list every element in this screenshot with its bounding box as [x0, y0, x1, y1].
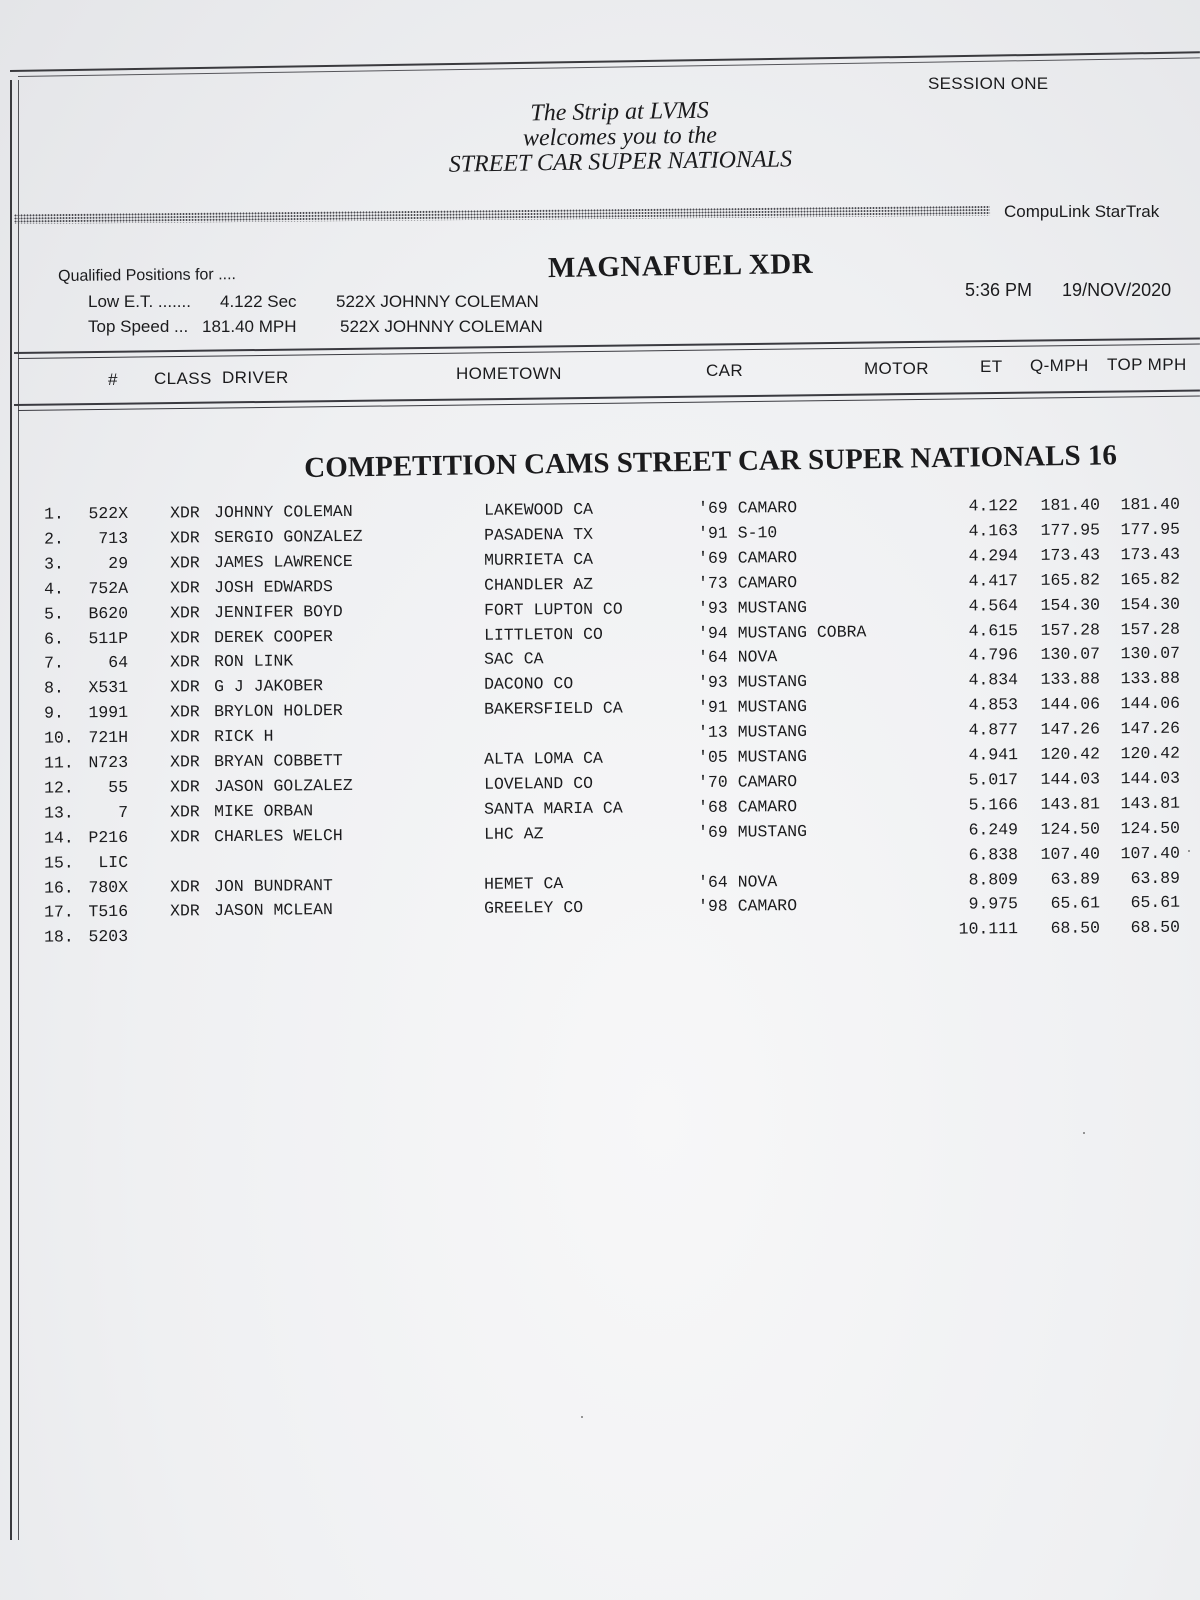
row-driver: JAMES LAWRENCE — [213, 551, 353, 572]
row-car: '64 NOVA — [697, 647, 778, 668]
low-et-label: Low E.T. ....... — [88, 292, 191, 311]
row-driver: JASON GOLZALEZ — [213, 775, 353, 797]
row-et: 8.809 — [968, 869, 1019, 890]
row-car-number: 511P — [88, 628, 129, 648]
row-driver: SERGIO GONZALEZ — [213, 526, 363, 548]
row-position: 12. — [43, 778, 74, 798]
row-class: XDR — [169, 528, 200, 548]
row-car: '93 MUSTANG — [697, 672, 808, 693]
row-et: 4.853 — [968, 695, 1019, 715]
row-top-mph: 133.88 — [1120, 668, 1181, 689]
event-class-title: MAGNAFUEL XDR — [547, 247, 814, 285]
row-et: 4.941 — [968, 745, 1019, 765]
welcome-line-2: welcomes you to the — [522, 122, 718, 152]
row-top-mph: 65.61 — [1130, 893, 1181, 913]
row-driver: RON LINK — [213, 651, 294, 672]
row-class: XDR — [169, 602, 200, 623]
row-position: 2. — [43, 529, 64, 549]
row-hometown: HEMET CA — [483, 873, 564, 894]
row-car-number: 29 — [108, 553, 129, 573]
col-num: # — [108, 370, 118, 389]
qualified-positions-label: Qualified Positions for .... — [58, 266, 237, 285]
row-hometown: FORT LUPTON CO — [483, 599, 623, 620]
row-et: 4.564 — [968, 595, 1019, 616]
timing-system-label: CompuLink StarTrak — [1004, 202, 1160, 221]
row-driver: JENNIFER BOYD — [213, 601, 343, 622]
row-qualifying-mph: 177.95 — [1040, 520, 1101, 540]
row-hometown: SANTA MARIA CA — [483, 798, 623, 819]
col-car: CAR — [706, 361, 744, 380]
paper-speck — [1083, 1132, 1085, 1134]
row-car-number: 522X — [88, 503, 129, 524]
row-qualifying-mph: 144.06 — [1040, 694, 1101, 715]
time: 5:36 PM — [965, 280, 1033, 300]
row-qualifying-mph: 181.40 — [1040, 495, 1101, 515]
row-position: 15. — [43, 852, 74, 873]
row-car: '73 CAMARO — [697, 572, 798, 593]
row-top-mph: 157.28 — [1120, 619, 1181, 639]
row-car: '93 MUSTANG — [697, 597, 808, 618]
row-class: XDR — [169, 652, 200, 672]
row-car-number: 780X — [88, 877, 129, 897]
row-top-mph: 165.82 — [1120, 569, 1181, 589]
col-topmph: TOP MPH — [1107, 355, 1187, 374]
row-et: 5.017 — [968, 770, 1019, 790]
row-et: 4.417 — [968, 570, 1019, 591]
row-qualifying-mph: 144.03 — [1040, 769, 1101, 789]
row-class: XDR — [169, 702, 200, 722]
row-car: '13 MUSTANG — [697, 722, 808, 743]
row-car: '64 NOVA — [697, 871, 778, 892]
row-hometown: DACONO CO — [483, 674, 574, 695]
row-car: '91 MUSTANG — [697, 697, 808, 718]
row-class: XDR — [169, 876, 200, 897]
row-top-mph: 130.07 — [1120, 644, 1181, 664]
row-qualifying-mph: 120.42 — [1040, 744, 1101, 764]
row-hometown: GREELEY CO — [483, 898, 584, 919]
top-speed-holder: 522X JOHNNY COLEMAN — [340, 317, 543, 336]
row-driver: JON BUNDRANT — [213, 875, 333, 896]
row-driver: MIKE ORBAN — [213, 801, 314, 821]
low-et-holder: 522X JOHNNY COLEMAN — [336, 292, 539, 311]
row-driver: DEREK COOPER — [213, 626, 333, 647]
row-qualifying-mph: 124.50 — [1040, 819, 1101, 839]
row-hometown: LAKEWOOD CA — [483, 499, 594, 520]
row-top-mph: 144.06 — [1120, 693, 1181, 714]
row-top-mph: 68.50 — [1130, 917, 1181, 938]
row-class: XDR — [169, 826, 200, 847]
row-qualifying-mph: 143.81 — [1040, 794, 1101, 814]
paper-speck — [581, 1416, 583, 1418]
row-position: 1. — [43, 504, 64, 524]
row-qualifying-mph: 154.30 — [1040, 594, 1101, 615]
row-car-number: 7 — [118, 802, 129, 822]
row-hometown: CHANDLER AZ — [483, 574, 594, 595]
row-et: 4.163 — [968, 521, 1019, 541]
row-qualifying-mph: 157.28 — [1040, 619, 1101, 640]
row-hometown: BAKERSFIELD CA — [483, 698, 623, 719]
row-class: XDR — [169, 577, 200, 598]
row-car-number: T516 — [88, 902, 129, 922]
row-hometown: MURRIETA CA — [483, 549, 594, 570]
row-et: 4.834 — [968, 670, 1019, 690]
row-qualifying-mph: 173.43 — [1040, 545, 1101, 565]
row-driver: JOHNNY COLEMAN — [213, 501, 353, 523]
row-top-mph: 173.43 — [1120, 544, 1181, 565]
row-et: 4.294 — [968, 545, 1019, 566]
row-class: XDR — [169, 802, 200, 822]
row-qualifying-mph: 147.26 — [1040, 719, 1101, 740]
row-position: 10. — [43, 728, 74, 748]
row-car-number: 64 — [108, 653, 129, 673]
paper-speck — [1188, 850, 1190, 852]
welcome-banner — [399, 97, 840, 179]
row-et: 4.615 — [968, 620, 1019, 641]
row-qualifying-mph: 130.07 — [1040, 644, 1101, 665]
row-driver: JOSH EDWARDS — [213, 576, 333, 597]
row-car: '98 CAMARO — [697, 896, 798, 917]
welcome-line-3: STREET CAR SUPER NATIONALS — [448, 146, 793, 178]
row-driver: RICK H — [213, 726, 274, 747]
row-et: 4.796 — [968, 645, 1019, 665]
row-top-mph: 107.40 — [1120, 843, 1181, 863]
row-class: XDR — [169, 752, 200, 772]
row-position: 3. — [43, 554, 64, 574]
row-position: 6. — [43, 628, 64, 649]
row-car-number: X531 — [88, 678, 129, 698]
col-motor: MOTOR — [864, 359, 929, 378]
row-hometown: PASADENA TX — [483, 524, 594, 545]
row-car: '70 CAMARO — [697, 771, 798, 792]
session-label: SESSION ONE — [928, 74, 1049, 93]
row-driver: JASON MCLEAN — [213, 900, 333, 921]
row-car-number: 713 — [98, 528, 129, 549]
row-class: XDR — [169, 553, 200, 573]
timestamp — [965, 280, 1200, 301]
row-class: XDR — [169, 627, 200, 648]
col-et: ET — [980, 357, 1003, 376]
row-et: 10.111 — [958, 919, 1019, 939]
welcome-line-1: The Strip at LVMS — [530, 97, 710, 127]
row-car-number: 5203 — [88, 927, 129, 947]
row-et: 4.122 — [968, 496, 1019, 516]
low-et-value: 4.122 Sec — [220, 292, 297, 311]
row-qualifying-mph: 133.88 — [1040, 669, 1101, 690]
row-position: 7. — [43, 653, 64, 674]
row-driver: CHARLES WELCH — [213, 825, 343, 846]
row-top-mph: 144.03 — [1120, 768, 1181, 789]
row-qualifying-mph: 165.82 — [1040, 570, 1101, 590]
row-et: 5.166 — [968, 794, 1019, 815]
row-car-number: B620 — [88, 603, 129, 623]
dotted-divider — [14, 205, 990, 224]
row-top-mph: 147.26 — [1120, 718, 1181, 739]
row-hometown: SAC CA — [483, 649, 544, 670]
row-class: XDR — [169, 677, 200, 697]
col-class: CLASS — [154, 369, 212, 388]
row-car: '05 MUSTANG — [697, 746, 808, 767]
row-class: XDR — [169, 727, 200, 747]
row-position: 13. — [43, 803, 74, 823]
row-qualifying-mph: 65.61 — [1050, 893, 1101, 914]
row-position: 4. — [43, 579, 64, 599]
row-car-number: P216 — [88, 827, 129, 847]
row-car-number: 55 — [108, 777, 129, 797]
row-car-number: 752A — [88, 578, 129, 598]
row-et: 9.975 — [968, 894, 1019, 914]
row-car: '69 CAMARO — [697, 547, 798, 568]
row-class: XDR — [169, 777, 200, 797]
row-driver: BRYAN COBBETT — [213, 751, 343, 772]
row-position: 11. — [43, 753, 74, 773]
row-top-mph: 177.95 — [1120, 519, 1181, 540]
row-car: '68 CAMARO — [697, 796, 798, 817]
row-hometown: ALTA LOMA CA — [483, 748, 603, 769]
row-car-number: LIC — [98, 852, 129, 872]
row-qualifying-mph: 63.89 — [1050, 868, 1101, 889]
col-hometown: HOMETOWN — [456, 364, 562, 383]
row-class: XDR — [169, 901, 200, 921]
row-top-mph: 154.30 — [1120, 594, 1181, 614]
row-top-mph: 143.81 — [1120, 793, 1181, 814]
row-position: 8. — [43, 678, 64, 698]
row-top-mph: 63.89 — [1130, 868, 1181, 888]
row-position: 14. — [43, 828, 74, 848]
row-car: '69 CAMARO — [697, 498, 798, 518]
row-hometown: LHC AZ — [483, 823, 544, 844]
row-car-number: 721H — [88, 727, 129, 748]
row-top-mph: 124.50 — [1120, 818, 1181, 838]
row-car-number: N723 — [88, 752, 129, 773]
row-position: 16. — [43, 877, 74, 898]
row-car-number: 1991 — [88, 703, 129, 723]
date: 19/NOV/2020 — [1062, 280, 1172, 300]
row-et: 6.249 — [968, 819, 1019, 840]
row-et: 6.838 — [968, 844, 1019, 865]
row-et: 4.877 — [968, 720, 1019, 740]
row-class: XDR — [169, 503, 200, 523]
row-driver: G J JAKOBER — [213, 676, 324, 697]
col-qmph: Q-MPH — [1030, 356, 1089, 375]
col-driver: DRIVER — [222, 368, 289, 387]
row-position: 5. — [43, 604, 64, 624]
row-car: '69 MUSTANG — [697, 821, 808, 842]
row-top-mph: 120.42 — [1120, 743, 1181, 764]
row-driver: BRYLON HOLDER — [213, 701, 343, 722]
row-hometown: LITTLETON CO — [483, 624, 603, 645]
sheet-border-top — [10, 51, 1200, 72]
row-position: 18. — [43, 927, 74, 947]
row-qualifying-mph: 68.50 — [1050, 918, 1101, 939]
row-position: 17. — [43, 902, 74, 923]
row-car: '91 S-10 — [697, 523, 778, 543]
row-position: 9. — [43, 703, 64, 723]
competition-title: COMPETITION CAMS STREET CAR SUPER NATIONALS 16 — [304, 439, 1118, 484]
row-car: '94 MUSTANG COBRA — [697, 621, 867, 643]
top-speed-label: Top Speed ... — [88, 317, 189, 336]
row-qualifying-mph: 107.40 — [1040, 843, 1101, 864]
top-speed-value: 181.40 MPH — [202, 317, 297, 336]
row-top-mph: 181.40 — [1120, 494, 1181, 515]
row-hometown: LOVELAND CO — [483, 773, 594, 794]
